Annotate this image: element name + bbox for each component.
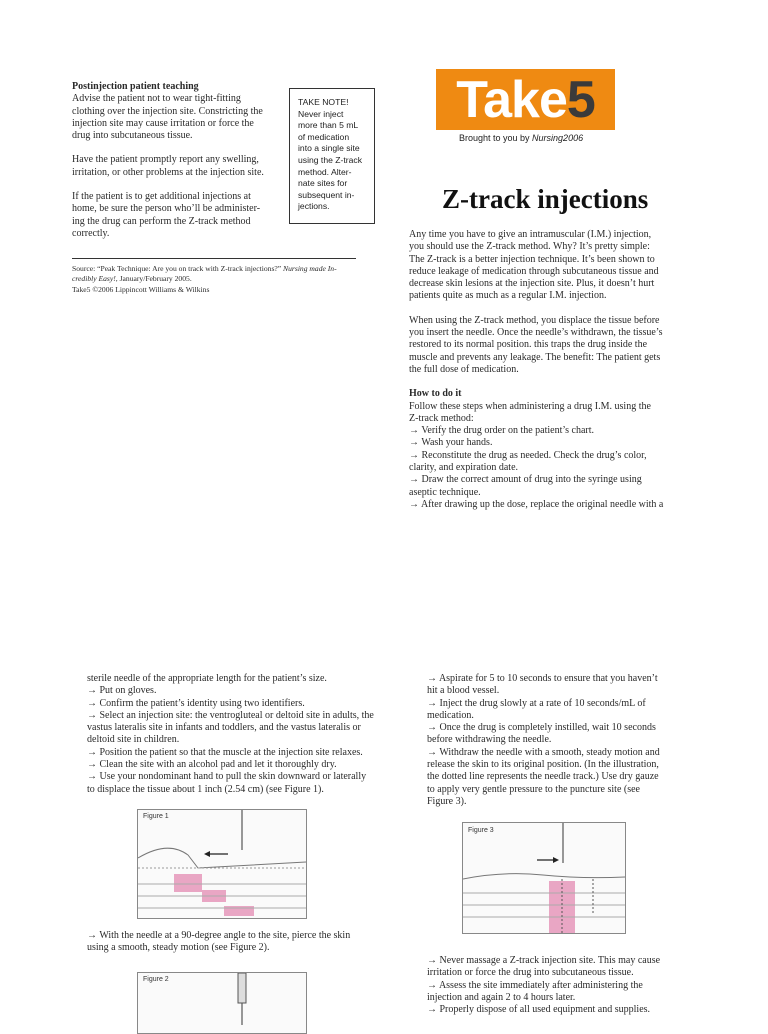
- step-line: irritation or force the drug into subcutaneous tissue.: [427, 967, 634, 979]
- step-line: sterile needle of the appropriate length for the patient’s size.: [87, 673, 327, 684]
- steps-continued-right: [427, 673, 727, 808]
- text-line: clothing over the injection site. Constricting the: [72, 105, 263, 117]
- step-line: release the skin to its original position. (In the illustration,: [427, 759, 659, 771]
- para1: [72, 93, 282, 142]
- figure-label: Figure 3: [468, 827, 494, 834]
- figure-1-illustration: [138, 810, 306, 918]
- step-line: → Inject the drug slowly at a rate of 10 seconds/mL of: [427, 697, 646, 709]
- logo-five-text: 5: [566, 70, 595, 129]
- text-line: patients quite as much as a regular I.M. injection.: [409, 290, 607, 302]
- step-line: before withdrawing the needle.: [427, 734, 552, 746]
- take5-logo: [436, 69, 615, 130]
- note-line: into a single site: [298, 143, 360, 154]
- step-line: Figure 3).: [427, 795, 467, 807]
- note-line: nate sites for: [298, 178, 348, 189]
- text-line: you should use the Z-track method. Why? It’s pretty simple:: [409, 241, 650, 253]
- figure-label: Figure 2: [143, 976, 169, 983]
- steps-after-fig1: [87, 930, 407, 955]
- note-line: of medication: [298, 131, 350, 142]
- figure-label: Figure 1: [143, 813, 169, 820]
- text-line: the full dose of medication.: [409, 363, 519, 375]
- figure-3: [462, 822, 626, 934]
- source-line-1: [72, 264, 362, 274]
- text-line: muscle and prevents any leakage. The benefit: The patient gets: [409, 351, 661, 363]
- steps-continued-left: [87, 673, 407, 796]
- step-line: → Withdraw the needle with a smooth, steady motion and: [427, 746, 660, 758]
- step-line: → Clean the site with an alcohol pad and let it thoroughly dry.: [87, 759, 337, 771]
- step-line: → Wash your hands.: [409, 437, 493, 449]
- step-line: → Properly dispose of all used equipment and supplies.: [427, 1004, 651, 1016]
- step-line: → Once the drug is completely instilled, wait 10 seconds: [427, 722, 656, 734]
- step-line: → Draw the correct amount of drug into the syringe using: [409, 474, 642, 486]
- note-line: method. Alter-: [298, 166, 352, 177]
- brand-name: Nursing2006: [532, 133, 584, 143]
- text-line: If the patient is to get additional injections at: [72, 191, 251, 203]
- journal-name-2: credibly Easy!,: [72, 274, 118, 284]
- source-line-2: [72, 274, 362, 284]
- step-line: → With the needle at a 90-degree angle to the site, pierce the skin: [87, 930, 351, 941]
- intro: [409, 229, 699, 511]
- text-line: Advise the patient not to wear tight-fitting: [72, 93, 241, 105]
- take-note-box: [289, 88, 375, 224]
- text-line: reduce leakage of medication through subcutaneous tissue and: [409, 265, 659, 277]
- text-line: Z-track method:: [409, 412, 474, 424]
- step-line: medication.: [427, 709, 474, 721]
- copyright: Take5 ©2006 Lippincott Williams & Wilkins: [72, 284, 210, 294]
- step-line: the dotted line represents the needle track.) Use dry gauze: [427, 771, 659, 783]
- text-line: injection site may cause irritation or force the: [72, 117, 254, 129]
- note-line: subsequent in-: [298, 189, 355, 200]
- note-line: TAKE NOTE!: [298, 97, 349, 107]
- note-line: Never inject: [298, 108, 344, 119]
- step-line: to apply very gentle pressure to the puncture site (see: [427, 783, 640, 795]
- text-line: decrease skin lesions at the injection site. Plus, it doesn’t hurt: [409, 278, 655, 290]
- step-line: → Use your nondominant hand to pull the skin downward or laterally: [87, 771, 367, 783]
- step-line: → Select an injection site: the ventrogluteal or deltoid site in adults, the: [87, 709, 374, 721]
- text-line: The Z-track is a better injection technique. It’s been shown to: [409, 253, 655, 265]
- brought-prefix: Brought to you by: [459, 133, 533, 143]
- step-line: → Position the patient so that the muscle at the injection site relaxes.: [87, 746, 363, 758]
- source-citation: [72, 264, 362, 295]
- source-date: January/February 2005.: [119, 274, 192, 284]
- step-line: to displace the tissue about 1 inch (2.54 cm) (see Figure 1).: [87, 783, 324, 795]
- step-line: → Reconstitute the drug as needed. Check the drug’s color,: [409, 449, 647, 461]
- note-line: using the Z-track: [298, 154, 362, 165]
- text-line: ing the drug can perform the Z-track method: [72, 215, 251, 227]
- step-line: → Put on gloves.: [87, 685, 157, 697]
- step-line: → After drawing up the dose, replace the original needle with a: [409, 498, 664, 510]
- text-line: Follow these steps when administering a drug I.M. using the: [409, 400, 651, 412]
- figure-3-illustration: [463, 823, 625, 933]
- step-line: deltoid site in children.: [87, 734, 180, 746]
- logo-take-text: Take: [456, 70, 567, 129]
- page-title: Z-track injections: [442, 184, 649, 214]
- section-heading: Postinjection patient teaching: [72, 81, 199, 92]
- step-line: using a smooth, steady motion (see Figure 2).: [87, 942, 270, 954]
- figure-2: [137, 972, 307, 1034]
- divider: [72, 258, 356, 259]
- text-line: home, be sure the person who’ll be administer-: [72, 203, 261, 215]
- text-line: correctly.: [72, 227, 110, 239]
- step-line: clarity, and expiration date.: [409, 462, 519, 474]
- step-line: injection and again 2 to 4 hours later.: [427, 991, 576, 1003]
- step-line: → Never massage a Z-track injection site. This may cause: [427, 955, 661, 966]
- step-line: → Verify the drug order on the patient’s chart.: [409, 425, 595, 437]
- steps-after-fig3: [427, 955, 727, 1016]
- step-line: aseptic technique.: [409, 486, 481, 498]
- journal-name: Nursing made In-: [283, 264, 337, 273]
- text-line: Any time you have to give an intramuscular (I.M.) injection,: [409, 229, 652, 240]
- step-line: → Aspirate for 5 to 10 seconds to ensure that you haven’t: [427, 673, 658, 684]
- figure-1: [137, 809, 307, 919]
- step-line: vastus lateralis site in infants and toddlers, and the vastus lateralis or: [87, 722, 361, 734]
- text-line: drug into subcutaneous tissue.: [72, 130, 193, 142]
- note-line: jections.: [298, 201, 330, 212]
- text-line: Have the patient promptly report any swelling,: [72, 154, 259, 166]
- postinjection-teaching: [72, 81, 282, 240]
- source-lead: Source: “Peak Technique: Are you on track with Z-track injections?”: [72, 264, 282, 273]
- step-line: → Assess the site immediately after administering the: [427, 979, 643, 991]
- text-line: irritation, or other problems at the injection site.: [72, 166, 264, 178]
- howto-heading: How to do it: [409, 388, 462, 400]
- step-line: hit a blood vessel.: [427, 685, 500, 697]
- step-line: → Confirm the patient’s identity using two identifiers.: [87, 697, 305, 709]
- note-line: more than 5 mL: [298, 120, 359, 131]
- text-line: you insert the needle. Once the needle’s withdrawn, the tissue’s: [409, 327, 663, 339]
- text-line: restored to its normal position. this traps the drug inside the: [409, 339, 648, 351]
- brought-by: [459, 133, 583, 143]
- para2: [72, 154, 282, 179]
- para3: [72, 191, 282, 240]
- text-line: When using the Z-track method, you displace the tissue before: [409, 314, 660, 326]
